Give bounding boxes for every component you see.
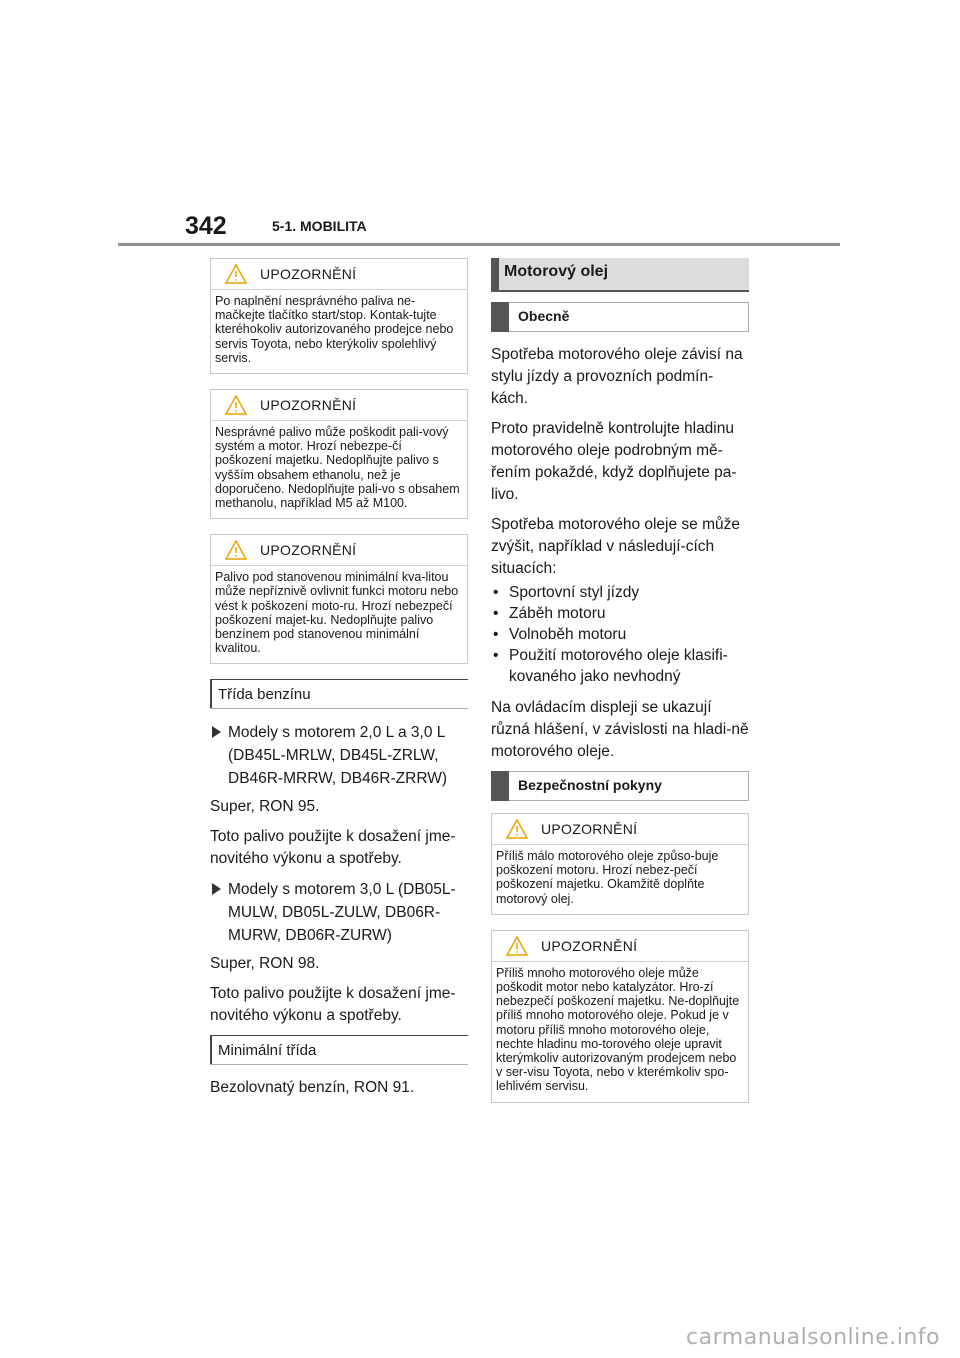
fuel-class-heading-text: Třída benzínu (218, 686, 311, 704)
min-class-heading-text: Minimální třída (218, 1042, 317, 1060)
left-column (210, 258, 468, 1107)
safety-heading (491, 771, 749, 801)
warning-header (492, 814, 748, 845)
heading-bar (491, 302, 509, 332)
warning-header (211, 535, 467, 566)
warning-title: UPOZORNĚNÍ (260, 266, 357, 282)
warning-text: Po naplnění nesprávného paliva ne-mačkejte tlačítko start/stop. Kontak-tujte kteréhokoliv autorizovaného prodejce nebo servis Toyota, nebo kterýkoliv spolehlivý servis. (215, 294, 454, 365)
warning-box (491, 813, 749, 915)
list-item: • Použití motorového oleje klasifi-kovaného jako nevhodný (491, 645, 749, 687)
warning-box (210, 258, 468, 374)
model-item (210, 878, 468, 947)
list-item: • Sportovní styl jízdy (491, 582, 749, 603)
fuel-grade: Super, RON 95. (210, 798, 320, 816)
fuel-class-heading (210, 679, 468, 709)
general-heading-text: Obecně (518, 308, 570, 324)
section-title: 5-1. MOBILITA (272, 218, 367, 234)
header-divider (118, 243, 840, 246)
triangle-bullet-icon (212, 726, 221, 738)
heading-bar (491, 258, 499, 290)
heading-bar (491, 771, 509, 801)
warning-triangle-icon (225, 264, 247, 284)
main-heading (491, 258, 749, 292)
model-item (210, 721, 468, 790)
fuel-grade: Super, RON 98. (210, 955, 320, 973)
heading-bar (210, 680, 212, 708)
main-heading-text: Motorový olej (504, 263, 609, 280)
min-class-heading (210, 1035, 468, 1065)
list-item: • Záběh motoru (491, 603, 749, 624)
warning-title: UPOZORNĚNÍ (260, 397, 357, 414)
watermark[interactable]: carmanualsonline.info (686, 1325, 940, 1350)
warning-text: Příliš mnoho motorového oleje může poškodit motor nebo katalyzátor. Hro-zí nebezpečí poškození majetku. Ne-doplňujte příliš mnoho motorového oleje. Pokud je v motoru příliš mnoho motorového oleje, nechte hladinu mo-torového oleje upravit kterýmkoliv autorizovaným prodejcem nebo v ser-visu Toyota, nebo v kterémkoliv spo-lehlivém servisu. (496, 965, 740, 1094)
warning-text: Příliš málo motorového oleje způso-buje poškození motoru. Hrozí nebez-pečí poškození majetku. Okamžitě doplňte motorový olej. (496, 849, 719, 906)
paragraph: Na ovládacím displeji se ukazují různá hlášení, v závislosti na hladi-ně motorového oleje. (491, 699, 749, 760)
paragraph: Proto pravidelně kontrolujte hladinu motorového oleje podrobným mě-řením pokaždé, když doplňujete pa-livo. (491, 420, 737, 503)
model-text: Modely s motorem 3,0 L (DB05L-MULW, DB05L-ZULW, DB06R-MURW, DB06R-ZURW) (228, 881, 456, 945)
safety-heading-text: Bezpečnostní pokyny (518, 777, 662, 793)
warning-title: UPOZORNĚNÍ (260, 542, 357, 559)
warning-box (210, 389, 468, 519)
warning-box (491, 930, 749, 1103)
fuel-note: Toto palivo použijte k dosažení jme-novitého výkonu a spotřeby. (210, 985, 456, 1025)
warning-title: UPOZORNĚNÍ (541, 821, 638, 837)
model-text: Modely s motorem 2,0 L a 3,0 L (DB45L-MRLW, DB45L-ZRLW, DB46R-MRRW, DB46R-ZRRW) (228, 724, 448, 788)
warning-triangle-icon (506, 936, 528, 956)
right-column (491, 258, 749, 1118)
warning-triangle-icon (225, 395, 247, 415)
warning-triangle-icon (506, 819, 528, 839)
min-class-text: Bezolovnatý benzín, RON 91. (210, 1079, 415, 1097)
paragraph: Spotřeba motorového oleje závisí na stylu jízdy a provozních podmín-kách. (491, 346, 743, 407)
heading-bar (210, 1036, 212, 1064)
triangle-bullet-icon (212, 883, 221, 895)
fuel-note: Toto palivo použijte k dosažení jme-novitého výkonu a spotřeby. (210, 828, 456, 868)
warning-title: UPOZORNĚNÍ (541, 937, 638, 954)
page-number: 342 (185, 212, 227, 240)
paragraph: Spotřeba motorového oleje se může zvýšit, například v následují-cích situacích: (491, 516, 741, 577)
warning-header (492, 931, 748, 962)
warning-box (210, 534, 468, 664)
warning-text: Nesprávné palivo může poškodit pali-vový systém a motor. Hrozí nebezpe-čí poškození majetku. Nedoplňujte palivo s vyšším obsahem ethanolu, než je doporučeno. Nedoplňujte pali-vo s obsahem methanolu, například M5 až M100. (215, 425, 460, 511)
list-item: • Volnoběh motoru (491, 624, 749, 645)
general-heading (491, 302, 749, 332)
warning-header (211, 390, 467, 421)
warning-header (211, 259, 467, 290)
bullet-list (491, 582, 749, 687)
warning-text: Palivo pod stanovenou minimální kva-litou může nepříznivě ovlivnit funkci motoru nebo vést k poškození moto-ru. Hrozí nebezpečí poškození majet-ku. Nedoplňujte palivo benzínem pod stanovenou minimální kvalitou. (215, 570, 459, 656)
warning-triangle-icon (225, 540, 247, 560)
